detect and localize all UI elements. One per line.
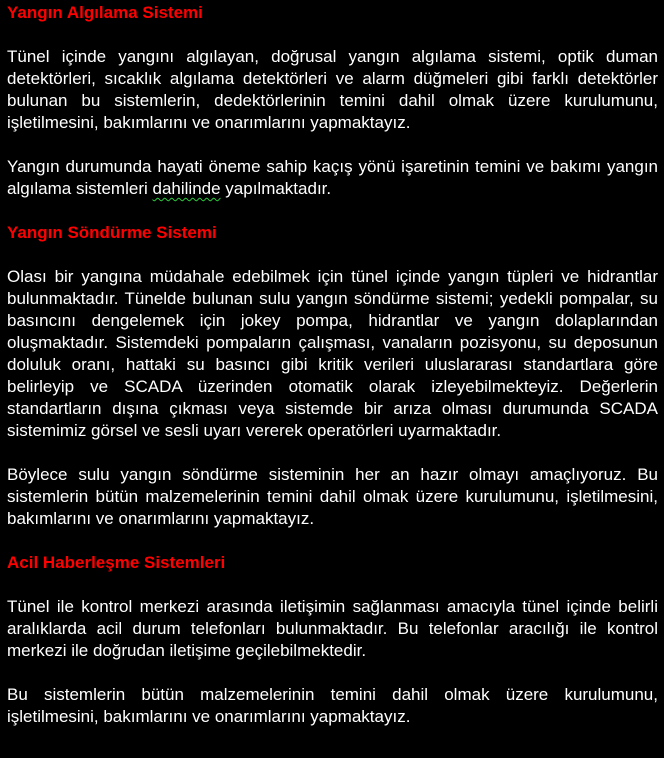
spacer [7,530,658,552]
paragraph: Tünel ile kontrol merkezi arasında iletişimin sağlanması amacıyla tünel içinde belirli aralıklarda acil durum telefonları bulunmaktadır. Bu telefonlar aracılığı ile kontrol merkezi ile doğrudan iletişime geçilebilmektedir. [7,597,658,660]
text-run: Yangın durumunda hayati öneme sahip kaçış yönü işaretinin temini ve bakımı yangın algılama sistemleri [7,157,658,198]
spellcheck-marked-word: dahilinde [152,179,221,198]
spacer [7,244,658,266]
text-run: yapılmaktadır. [220,179,332,198]
paragraph: Bu sistemlerin bütün malzemelerinin temini dahil olmak üzere kurulumunu, işletilmesini, bakımlarını ve onarımlarını yapmaktayız. [7,685,658,726]
section-heading-fire-suppression: Yangın Söndürme Sistemi [7,223,217,242]
section-heading-emergency-communication: Acil Haberleşme Sistemleri [7,553,226,572]
paragraph: Tünel içinde yangını algılayan, doğrusal yangın algılama sistemi, optik duman detektörleri, sıcaklık algılama detektörleri ve alarm düğmeleri gibi farklı detektörler bulunan bu sistemlerin, dedektörlerinin temini dahil olmak üzere kurulumunu, işletilmesini, bakımlarını ve onarımlarını yapmaktayız. [7,47,658,132]
spacer [7,200,658,222]
paragraph: Olası bir yangına müdahale edebilmek için tünel içinde yangın tüpleri ve hidrantlar bulunmaktadır. Tünelde bulunan sulu yangın söndürme sistemi; yedekli pompalar, su basıncını dengelemek için jokey pompa, hidrantlar ve yangın dolaplarından oluşmaktadır. Sistemdeki pompaların çalışması, vanaların pozisyonu, su deposunun doluluk oranı, hattaki su basıncı gibi kritik verileri uluslararası standartlara göre belirleyip ve SCADA üzerinden otomatik olarak izleyebilmekteyiz. Değerlerin standartların dışına çıkması veya sistemde bir arıza olması durumunda SCADA sistemimiz görsel ve sesli uyarı vererek operatörleri uyarmaktadır. [7,267,658,440]
spacer [7,24,658,46]
spacer [7,662,658,684]
spacer [7,134,658,156]
paragraph [7,156,658,200]
paragraph: Böylece sulu yangın söndürme sisteminin her an hazır olmayı amaçlıyoruz. Bu sistemlerin bütün malzemelerinin temini dahil olmak üzere kurulumunu, işletilmesini, bakımlarını ve onarımlarını yapmaktayız. [7,465,658,528]
spacer [7,442,658,464]
section-heading-fire-detection: Yangın Algılama Sistemi [7,3,203,22]
spacer [7,574,658,596]
